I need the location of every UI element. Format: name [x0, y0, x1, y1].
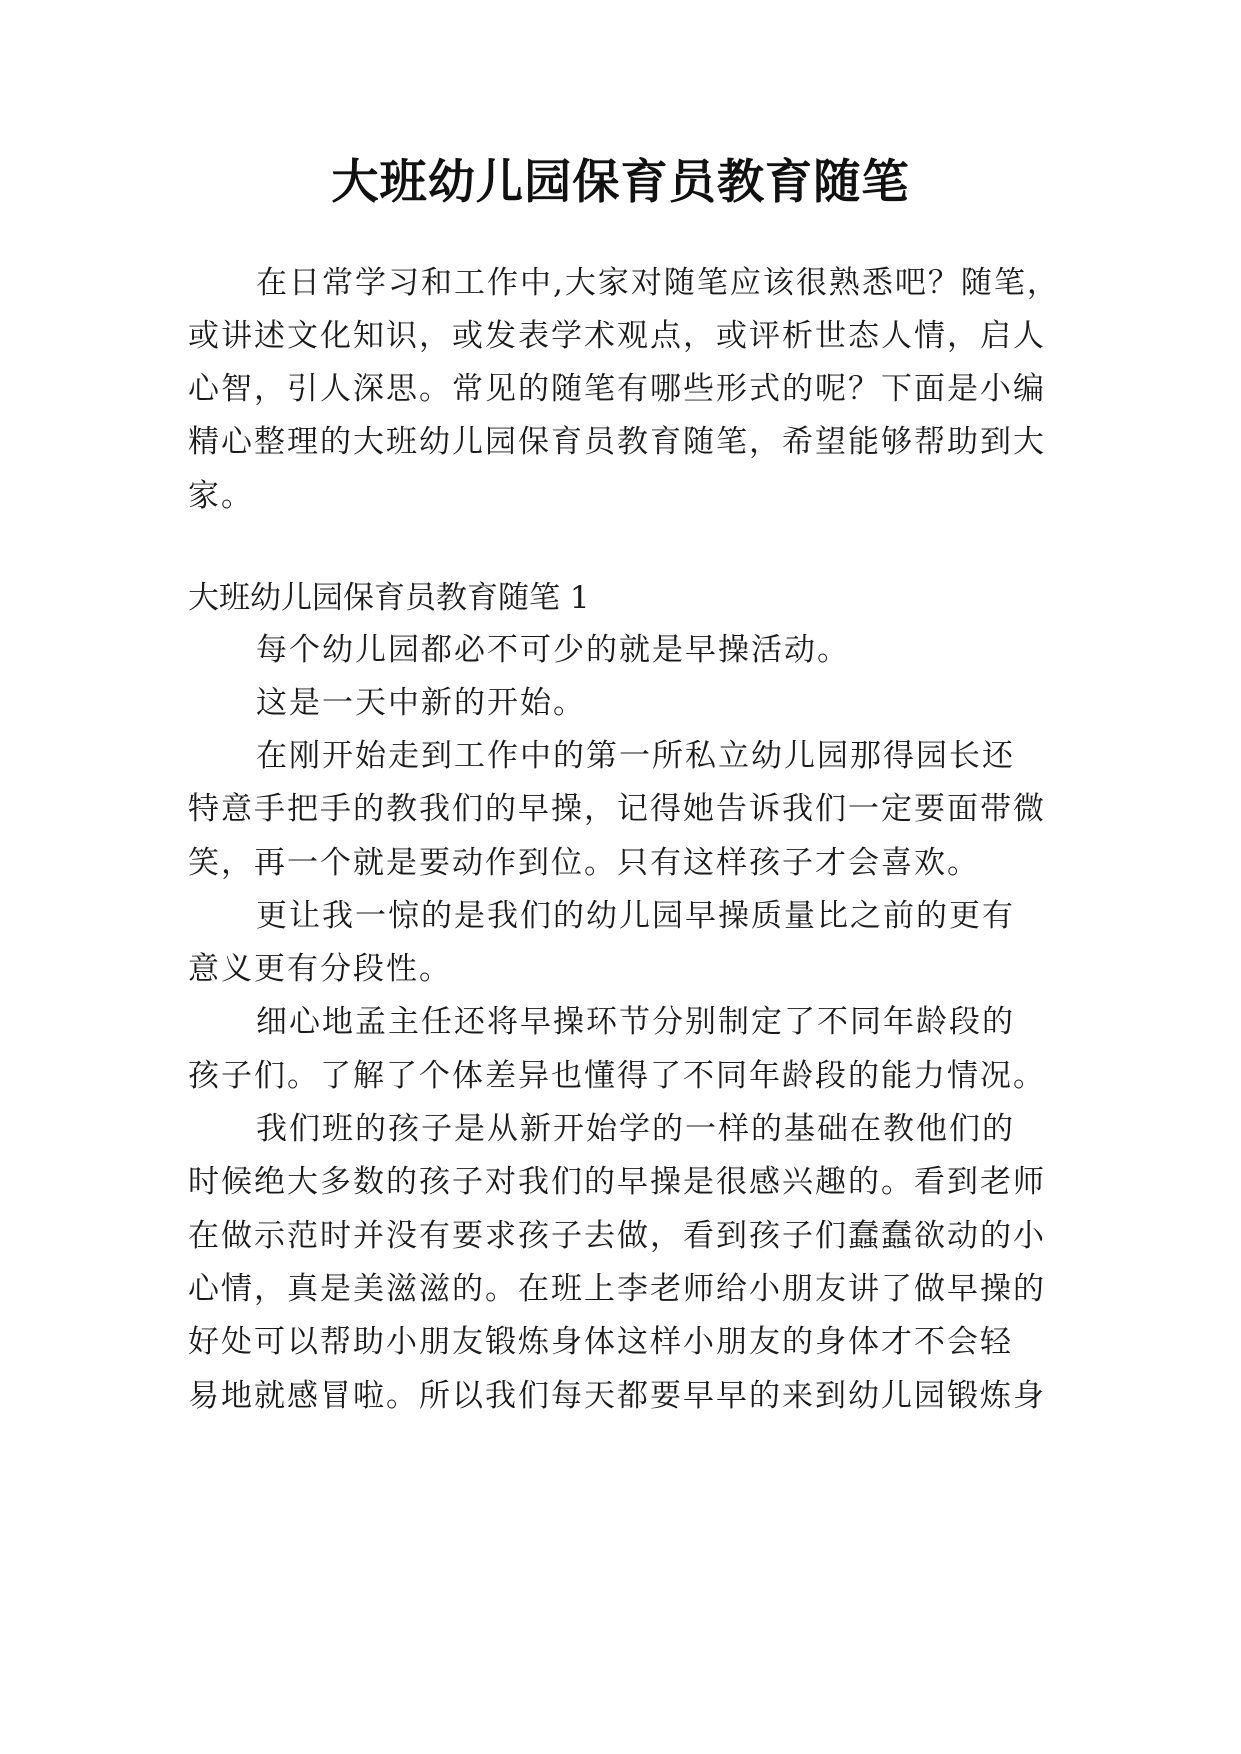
paragraph-line: 精心整理的大班幼儿园保育员教育随笔，希望能够帮助到大: [188, 424, 1046, 460]
paragraph-line: 细心地孟主任还将早操环节分别制定了不同年龄段的: [256, 1004, 1015, 1040]
paragraph-line: 这是一天中新的开始。: [256, 685, 586, 721]
paragraph-line: 心情，真是美滋滋的。在班上李老师给小朋友讲了做早操的: [188, 1271, 1046, 1307]
document-title: 大班幼儿园保育员教育随笔: [331, 155, 910, 210]
paragraph-line: 特意手把手的教我们的早操，记得她告诉我们一定要面带微: [188, 791, 1046, 827]
paragraph-line: 时候绝大多数的孩子对我们的早操是很感兴趣的。看到老师: [188, 1164, 1046, 1200]
paragraph-line: 好处可以帮助小朋友锻炼身体这样小朋友的身体才不会轻: [188, 1324, 1013, 1360]
paragraph-line: 易地就感冒啦。所以我们每天都要早早的来到幼儿园锻炼身: [188, 1378, 1046, 1414]
paragraph-line: 心智，引人深思。常见的随笔有哪些形式的呢？下面是小编: [188, 371, 1046, 407]
paragraph-line: 在日常学习和工作中,大家对随笔应该很熟悉吧？随笔，: [256, 265, 1060, 301]
paragraph-line: 每个幼儿园都必不可少的就是早操活动。: [256, 632, 850, 668]
paragraph-line: 孩子们。了解了个体差异也懂得了不同年龄段的能力情况。: [188, 1058, 1046, 1094]
paragraph-line: 或讲述文化知识，或发表学术观点，或评析世态人情，启人: [188, 318, 1046, 354]
paragraph-line: 笑，再一个就是要动作到位。只有这样孩子才会喜欢。: [188, 845, 980, 881]
paragraph-line: 意义更有分段性。: [188, 951, 452, 987]
paragraph-line: 在刚开始走到工作中的第一所私立幼儿园那得园长还: [256, 738, 1015, 774]
section-heading: 大班幼儿园保育员教育随笔 1: [188, 580, 590, 616]
paragraph-line: 更让我一惊的是我们的幼儿园早操质量比之前的更有: [256, 898, 1015, 934]
paragraph-line: 我们班的孩子是从新开始学的一样的基础在教他们的: [256, 1111, 1015, 1147]
paragraph-line: 在做示范时并没有要求孩子去做，看到孩子们蠢蠢欲动的小: [188, 1218, 1046, 1254]
paragraph-line: 家。: [188, 478, 254, 514]
